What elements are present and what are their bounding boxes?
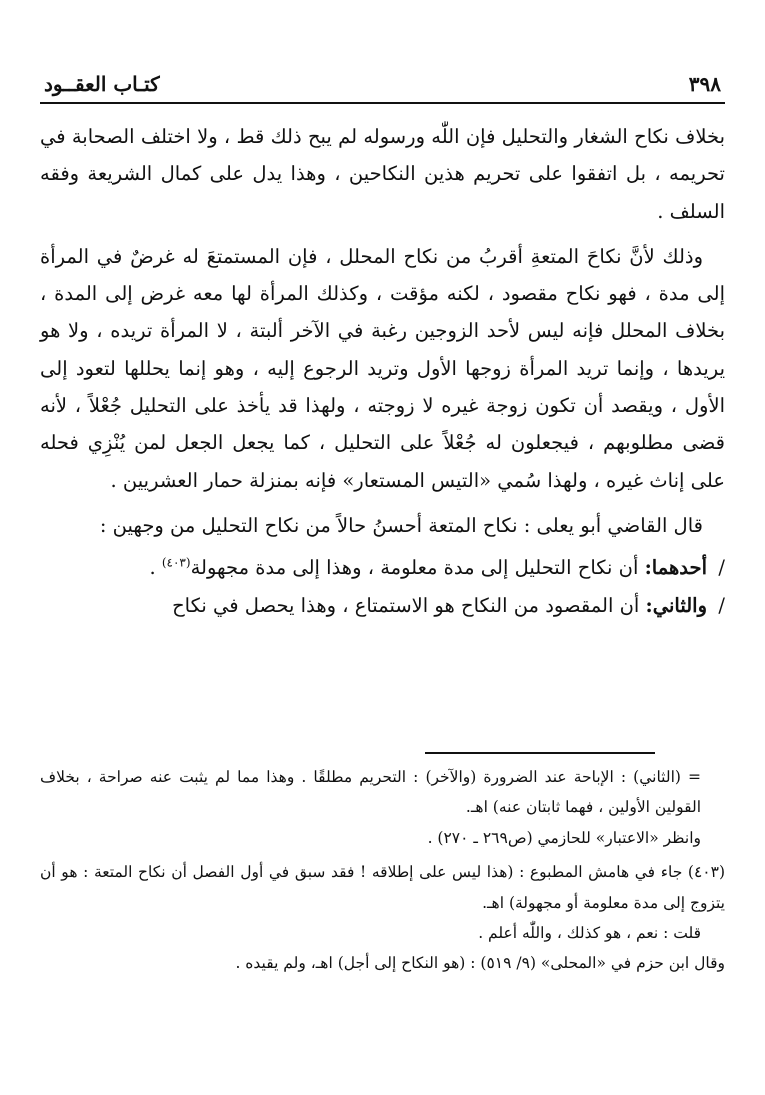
- point-end: .: [149, 556, 162, 580]
- point-marker: /: [718, 593, 725, 617]
- paragraph-3: قال القاضي أبو يعلى : نكاح المتعة أحسنُ حالاً من نكاح التحليل من وجهين :: [99, 513, 703, 537]
- running-title: كتـاب العقــود: [44, 72, 160, 96]
- page-header: [40, 72, 725, 104]
- point-text: أن المقصود من النكاح هو الاستمتاع ، وهذا يحصل في نكاح: [172, 593, 646, 617]
- numbered-point-1: [40, 549, 725, 586]
- footnote-continuation: = (الثاني) : الإباحة عند الضرورة (والآخر) : التحريم مطلقًا . وهذا مما لم يثبت عنه صراحة ، بخلاف القولين الأولين ، فهما ثابتان عنه) اهـ.: [40, 768, 701, 817]
- numbered-point-2: [40, 587, 725, 624]
- footnote-continuation-ref: وانظر «الاعتبار» للحازمي (ص٢٦٩ ـ ٢٧٠) .: [427, 828, 701, 847]
- footnote-divider: [425, 752, 655, 754]
- point-label: أحدهما:: [644, 556, 707, 580]
- footnote-reference[interactable]: (٤٠٣): [161, 555, 191, 570]
- footnotes: [40, 762, 725, 979]
- main-text: [40, 118, 725, 624]
- footnote-403: (٤٠٣) جاء في هامش المطبوع : (هذا ليس على إطلاقه ! فقد سبق في أول الفصل أن نكاح المتعة : هو أن يتزوج إلى مدة معلومة أو مجهولة) اهـ.: [40, 863, 725, 912]
- footnote-403-citation: وقال ابن حزم في «المحلى» (٩/ ٥١٩) : (هو النكاح إلى أجل) اهـ، ولم يقيده .: [235, 954, 725, 973]
- footnote-403-comment: قلت : نعم ، هو كذلك ، واللّٰه أعلم .: [478, 924, 701, 943]
- point-marker: /: [718, 556, 725, 580]
- paragraph-2: وذلك لأنَّ نكاحَ المتعةِ أقربُ من نكاح المحلل ، فإن المستمتعَ له غرضٌ في المرأة إلى مدة ، فهو نكاح مقصود ، لكنه مؤقت ، وكذلك المرأة لها معه غرض إلى المدة ، بخلاف المحلل فإنه ليس لأحد الزوجين رغبة في الآخر ألبتة ، لا المرأة تريده ، ولا هو يريدها ، وإنما تريد المرأة زوجها الأول وتريد الرجوع إليه ، وهو إنما يحللها لتعود إلى الأول ، ويقصد أن تكون زوجة غيره لا زوجته ، ولهذا قد يأخذ على التحليل جُعْلاً ، لأنه قضى مطلوبهم ، فيجعلون له جُعْلاً على التحليل ، كما يجعل الجعل لمن يُنْزِي فحله على إناث غيره ، ولهذا سُمي «التيس المستعار» فإنه بمنزلة حمار العشريين .: [40, 244, 725, 492]
- paragraph-1: بخلاف نكاح الشغار والتحليل فإن اللّٰه ورسوله لم يبح ذلك قط ، ولا اختلف الصحابة في تحريمه ، بل اتفقوا على تحريم هذين النكاحين ، وهذا يدل على كمال الشريعة وفقه السلف .: [40, 125, 725, 223]
- point-label: والثاني:: [645, 593, 707, 617]
- page-number: ٣٩٨: [688, 72, 721, 96]
- point-text: أن نكاح التحليل إلى مدة معلومة ، وهذا إلى مدة مجهولة: [190, 556, 645, 580]
